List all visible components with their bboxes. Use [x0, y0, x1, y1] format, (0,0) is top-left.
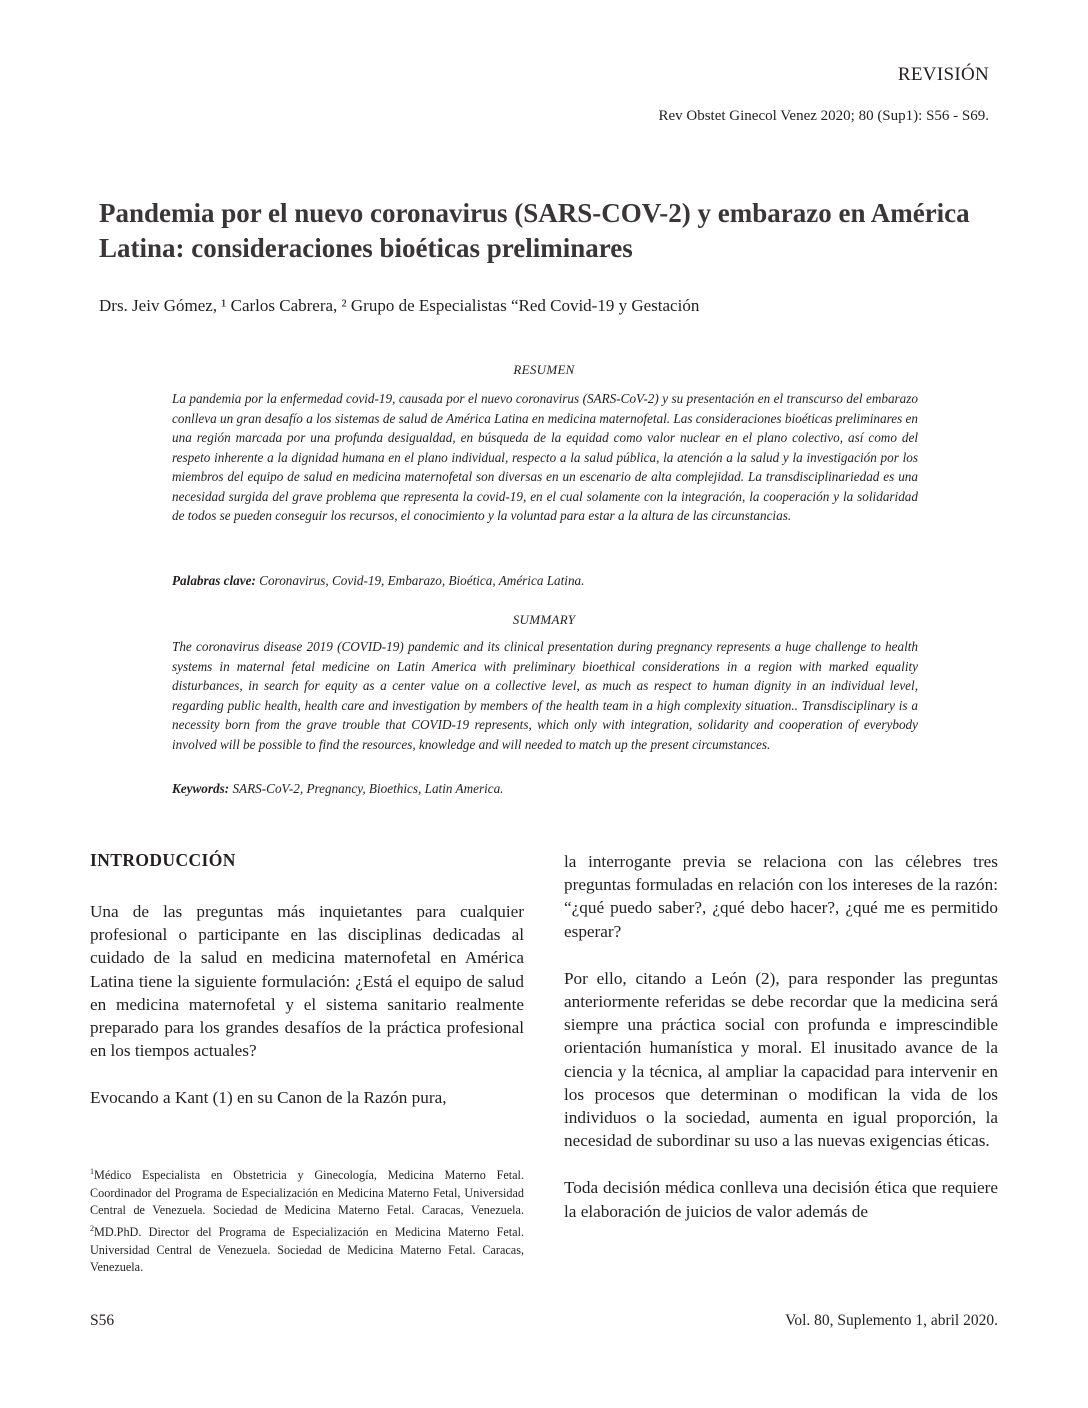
footnote-mark-1: 1 — [90, 1167, 94, 1176]
paragraph: la interrogante previa se relaciona con las célebres tres preguntas formuladas en relación con los intereses de la razón: “¿qué puedo saber?, ¿qué debo hacer?, ¿qué me es permitido esperar? — [564, 852, 998, 941]
footnote-text-1: Médico Especialista en Obstetricia y Ginecología, Medicina Materno Fetal. Coordinador del Programa de Especialización en Medicina Materno Fetal, Universidad Central de Venezuela. Sociedad de Medicina Materno Fetal. Caracas, Venezuela. — [90, 1168, 524, 1218]
paragraph: Toda decisión médica conlleva una decisión ética que requiere la elaboración de juicios de valor además de — [564, 1178, 998, 1221]
resumen-text: La pandemia por la enfermedad covid-19, causada por el nuevo coronavirus (SARS-CoV-2) y su presentación en el transcurso del embarazo conlleva un gran desafío a los sistemas de salud de América Latina en medicina maternofetal. Las consideraciones bioéticas preliminares en una región marcada por una profunda desigualdad, en búsqueda de la equidad como valor nuclear en el plano colectivo, así como del respeto inherente a la dignidad humana en el plano individual, respecto a la salud pública, la atención a la salud y la investigación por los miembros del equipo de salud en medicina maternofetal son diversas en un escenario de alta complejidad. La transdisciplinariedad es una necesidad surgida del grave problema que representa la covid-19, en el cual solamente con la integración, la cooperación y la solidaridad de todos se pueden conseguir los recursos, el conocimiento y la voluntad para estar a la altura de las circunstancias. — [172, 391, 918, 523]
palabras-clave-label: Palabras clave: — [172, 573, 256, 588]
palabras-clave — [172, 573, 918, 589]
keywords — [172, 781, 918, 797]
body-column-right — [564, 850, 998, 1247]
volume-info: Vol. 80, Suplemento 1, abril 2020. — [785, 1312, 998, 1329]
palabras-clave-list: Coronavirus, Covid-19, Embarazo, Bioética, América Latina. — [255, 573, 585, 588]
author-line: Drs. Jeiv Gómez, ¹ Carlos Cabrera, ² Grupo de Especialistas “Red Covid-19 y Gestación — [99, 296, 700, 315]
footnote-mark-2: 2 — [90, 1223, 94, 1233]
article-title: Pandemia por el nuevo coronavirus (SARS-COV-2) y embarazo en América Latina: consideraciones bioéticas preliminares — [99, 198, 970, 263]
paragraph: Evocando a Kant (1) en su Canon de la Razón pura, — [90, 1088, 447, 1108]
keywords-list: SARS-CoV-2, Pregnancy, Bioethics, Latin America. — [229, 781, 504, 796]
keywords-label: Keywords: — [172, 781, 230, 796]
summary-text: The coronavirus disease 2019 (COVID-19) pandemic and its clinical presentation during pregnancy represents a huge challenge to health systems in maternal fetal medicine on Latin America with preliminary bioethical considerations in a region with marked equality disturbances, in search for equity as a center value on a collective level, as much as respect to human dignity in an individual level, regarding public health, health care and investigation by members of the health team in a high complexity situation.. Transdisciplinary is a necessity born from the grave trouble that COVID-19 represents, which only with integration, solidarity and cooperation of everybody involved will be possible to find the resources, knowledge and will needed to match up the present circumstances. — [172, 639, 918, 752]
resumen-heading: RESUMEN — [513, 362, 575, 377]
summary-heading: SUMMARY — [512, 612, 576, 627]
journal-citation: Rev Obstet Ginecol Venez 2020; 80 (Sup1): S56 - S69. — [658, 108, 989, 124]
body-column-left — [90, 900, 524, 1134]
footnote-text-2: MD.PhD. Director del Programa de Especialización en Medicina Materno Fetal. Universidad Central de Venezuela. Sociedad de Medicina Materno Fetal. Caracas, Venezuela. — [90, 1224, 524, 1275]
introduction-heading: INTRODUCCIÓN — [90, 850, 236, 870]
author-footnote — [90, 1163, 524, 1277]
paragraph: Por ello, citando a León (2), para responder las preguntas anteriormente referidas se debe recordar que la medicina será siempre una práctica social con profunda e imprescindible orientación humanística y moral. El inusitado avance de la ciencia y la técnica, al ampliar la capacidad para intervenir en los procesos que determinan o modifican la vida de los individuos o la sociedad, aumenta en igual proporción, la necesidad de subordinar su uso a las nuevas exigencias éticas. — [564, 968, 998, 1151]
paragraph: Una de las preguntas más inquietantes para cualquier profesional o participante en las disciplinas dedicadas al cuidado de la salud en medicina maternofetal en América Latina tiene la siguiente formulación: ¿Está el equipo de salud en medicina maternofetal y el sistema sanitario realmente preparado para los grandes desafíos de la práctica profesional en los tiempos actuales? — [90, 902, 524, 1061]
page-number: S56 — [90, 1312, 115, 1329]
section-label: REVISIÓN — [897, 64, 989, 85]
